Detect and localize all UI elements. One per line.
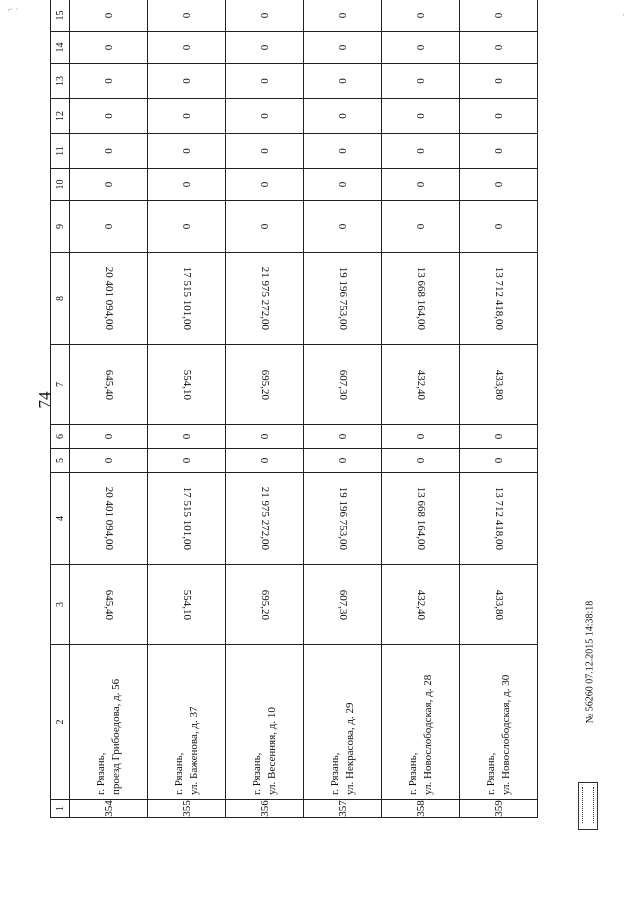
value-cell-c12 [382,99,460,134]
address-cell [226,645,304,800]
cell-value: 0 [258,44,271,51]
address-line: ул. Новослободская, д. 30 [499,674,512,795]
cell-value: 0 [492,113,505,119]
value-cell-c3 [226,565,304,645]
address-cell [460,645,538,800]
cell-value: 0 [492,12,505,19]
value-cell-c4 [70,473,148,565]
address-line: ул. Баженова, д. 37 [187,706,200,795]
cell-value: 0 [336,44,349,51]
cell-value: 0 [102,223,115,230]
cell-value: 0 [258,113,271,119]
cell-value: 0 [102,12,115,19]
address-line: г. Рязань, [173,752,186,795]
cell-value: 0 [492,181,505,188]
address-line: г. Рязань, [251,752,264,795]
cell-value: 0 [180,78,193,84]
cell-value: 0 [180,181,193,188]
cell-value: 0 [258,457,271,464]
address-line: ул. Новослободская, д. 28 [421,674,434,795]
cell-value: 0 [336,148,349,154]
value-cell-c15 [460,0,538,32]
table-row [460,0,538,818]
cell-value: 0 [336,223,349,230]
cell-value: 695,20 [258,369,271,400]
column-header: 9 [51,201,70,253]
value-cell-c13 [304,64,382,99]
cell-value: 0 [414,113,427,119]
cell-value: 13 712 418,00 [492,486,505,551]
cell-value: 0 [492,148,505,154]
column-header: 11 [51,134,70,169]
data-table [50,0,538,818]
cell-value: 13 668 164,00 [414,486,427,551]
cell-value: 0 [492,223,505,230]
value-cell-c4 [460,473,538,565]
value-cell-c11 [70,134,148,169]
cell-value: 607,30 [336,589,349,620]
value-cell-c9 [70,201,148,253]
column-header: 12 [51,99,70,134]
value-cell-c8 [304,253,382,345]
cell-value: 0 [414,433,427,440]
value-cell-c15 [304,0,382,32]
address-line: г. Рязань, [329,752,342,795]
cell-value: 21 975 272,00 [258,486,271,551]
cell-value: 0 [492,433,505,440]
value-cell-c9 [148,201,226,253]
corner-mark-top-right: · [622,10,625,20]
value-cell-c14 [226,32,304,64]
cell-value: 17 515 101,00 [180,266,193,331]
value-cell-c5 [304,449,382,473]
value-cell-c13 [226,64,304,99]
corner-mark-top-left: ⌐ · [8,4,19,14]
value-cell-c7 [304,345,382,425]
row-number: 358 [382,800,460,818]
value-cell-c7 [382,345,460,425]
value-cell-c10 [460,169,538,201]
cell-value: 0 [336,433,349,440]
address-cell [148,645,226,800]
column-header: 6 [51,425,70,449]
value-cell-c4 [304,473,382,565]
column-header: 5 [51,449,70,473]
value-cell-c9 [460,201,538,253]
cell-value: 432,40 [414,369,427,400]
value-cell-c8 [460,253,538,345]
cell-value: 0 [258,148,271,154]
value-cell-c14 [148,32,226,64]
value-cell-c10 [382,169,460,201]
column-header: 8 [51,253,70,345]
value-cell-c15 [382,0,460,32]
cell-value: 645,40 [102,589,115,620]
cell-value: 13 668 164,00 [414,266,427,331]
cell-value: 0 [102,457,115,464]
column-header: 15 [51,0,70,32]
value-cell-c6 [382,425,460,449]
cell-value: 0 [414,78,427,84]
column-header: 1 [51,800,70,818]
value-cell-c3 [460,565,538,645]
cell-value: 0 [258,12,271,19]
cell-value: 0 [102,433,115,440]
value-cell-c14 [304,32,382,64]
cell-value: 21 975 272,00 [258,266,271,331]
cell-value: 607,30 [336,369,349,400]
column-header: 2 [51,645,70,800]
cell-value: 0 [102,113,115,119]
value-cell-c3 [148,565,226,645]
table-row [148,0,226,818]
value-cell-c12 [226,99,304,134]
value-cell-c7 [70,345,148,425]
header-row [51,0,70,818]
cell-value: 0 [180,44,193,51]
address-line: ул. Весенняя, д. 10 [265,707,278,795]
value-cell-c11 [148,134,226,169]
cell-value: 0 [180,12,193,19]
address-line: проезд Грибоедова, д. 56 [109,678,122,795]
value-cell-c9 [226,201,304,253]
cell-value: 0 [492,44,505,51]
value-cell-c8 [382,253,460,345]
rotated-table-wrapper [50,10,514,818]
column-header: 14 [51,32,70,64]
cell-value: 0 [414,148,427,154]
cell-value: 0 [102,44,115,51]
value-cell-c12 [70,99,148,134]
address-cell [304,645,382,800]
table-row [70,0,148,818]
cell-value: 0 [414,457,427,464]
value-cell-c6 [148,425,226,449]
value-cell-c14 [70,32,148,64]
table-body [51,0,538,818]
value-cell-c4 [382,473,460,565]
column-header: 7 [51,345,70,425]
value-cell-c5 [226,449,304,473]
cell-value: 0 [414,44,427,51]
seal-mark [578,782,598,830]
value-cell-c14 [382,32,460,64]
value-cell-c12 [148,99,226,134]
row-number: 357 [304,800,382,818]
value-cell-c14 [460,32,538,64]
address-line: г. Рязань, [485,752,498,795]
value-cell-c12 [460,99,538,134]
table-row [226,0,304,818]
value-cell-c15 [148,0,226,32]
cell-value: 20 401 094,00 [102,266,115,331]
value-cell-c5 [148,449,226,473]
column-header: 4 [51,473,70,565]
table-row [304,0,382,818]
cell-value: 0 [336,457,349,464]
value-cell-c10 [226,169,304,201]
value-cell-c8 [70,253,148,345]
cell-value: 0 [414,12,427,19]
value-cell-c4 [226,473,304,565]
cell-value: 0 [102,148,115,154]
address-line: ул. Некрасова, д. 29 [343,702,356,795]
cell-value: 20 401 094,00 [102,486,115,551]
column-header: 13 [51,64,70,99]
cell-value: 19 196 753,00 [336,266,349,331]
value-cell-c12 [304,99,382,134]
value-cell-c10 [304,169,382,201]
cell-value: 0 [336,78,349,84]
cell-value: 17 515 101,00 [180,486,193,551]
cell-value: 645,40 [102,369,115,400]
value-cell-c15 [226,0,304,32]
value-cell-c11 [226,134,304,169]
cell-value: 432,40 [414,589,427,620]
cell-value: 554,10 [180,589,193,620]
cell-value: 0 [414,181,427,188]
cell-value: 13 712 418,00 [492,266,505,331]
value-cell-c8 [148,253,226,345]
cell-value: 0 [492,78,505,84]
cell-value: 554,10 [180,369,193,400]
cell-value: 0 [336,113,349,119]
value-cell-c13 [382,64,460,99]
value-cell-c5 [382,449,460,473]
cell-value: 0 [180,457,193,464]
value-cell-c7 [148,345,226,425]
value-cell-c15 [70,0,148,32]
value-cell-c10 [70,169,148,201]
value-cell-c5 [460,449,538,473]
row-number: 356 [226,800,304,818]
cell-value: 0 [336,181,349,188]
row-number: 355 [148,800,226,818]
cell-value: 0 [180,433,193,440]
value-cell-c9 [304,201,382,253]
cell-value: 433,80 [492,589,505,620]
value-cell-c5 [70,449,148,473]
address-cell [70,645,148,800]
value-cell-c4 [148,473,226,565]
cell-value: 433,80 [492,369,505,400]
value-cell-c7 [226,345,304,425]
row-number: 359 [460,800,538,818]
value-cell-c3 [382,565,460,645]
value-cell-c11 [304,134,382,169]
value-cell-c13 [70,64,148,99]
value-cell-c3 [70,565,148,645]
cell-value: 0 [414,223,427,230]
value-cell-c7 [460,345,538,425]
column-header: 3 [51,565,70,645]
value-cell-c6 [304,425,382,449]
registration-stamp: № 56260 07.12.2015 14:38:18 [584,600,596,724]
value-cell-c6 [70,425,148,449]
row-number: 354 [70,800,148,818]
cell-value: 0 [258,433,271,440]
value-cell-c3 [304,565,382,645]
value-cell-c10 [148,169,226,201]
value-cell-c6 [226,425,304,449]
address-line: г. Рязань, [95,752,108,795]
cell-value: 0 [258,223,271,230]
value-cell-c11 [382,134,460,169]
value-cell-c9 [382,201,460,253]
value-cell-c13 [460,64,538,99]
value-cell-c11 [460,134,538,169]
cell-value: 0 [180,148,193,154]
table-row [382,0,460,818]
cell-value: 19 196 753,00 [336,486,349,551]
address-cell [382,645,460,800]
cell-value: 695,20 [258,589,271,620]
cell-value: 0 [102,78,115,84]
cell-value: 0 [336,12,349,19]
cell-value: 0 [180,113,193,119]
cell-value: 0 [258,78,271,84]
page-number: 74 [35,391,54,409]
cell-value: 0 [180,223,193,230]
value-cell-c8 [226,253,304,345]
cell-value: 0 [258,181,271,188]
cell-value: 0 [492,457,505,464]
column-header: 10 [51,169,70,201]
value-cell-c13 [148,64,226,99]
value-cell-c6 [460,425,538,449]
address-line: г. Рязань, [407,752,420,795]
cell-value: 0 [102,181,115,188]
